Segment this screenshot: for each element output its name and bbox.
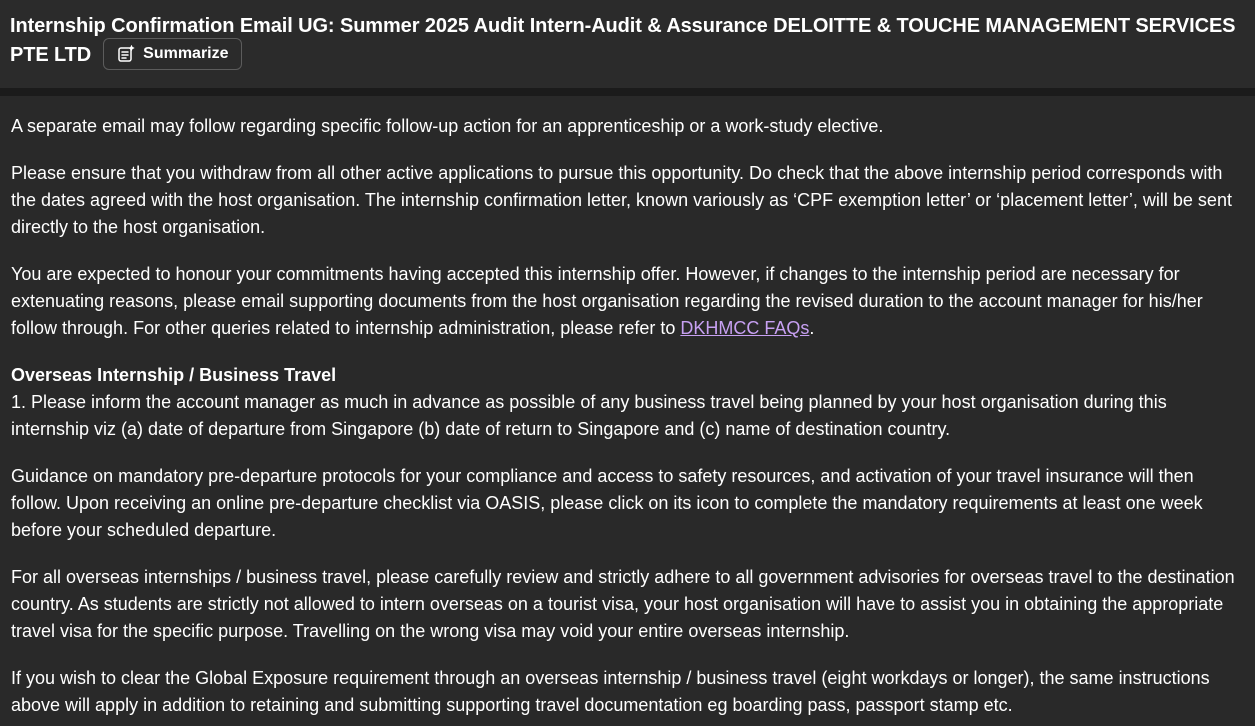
paragraph-commitments-end: . [809,318,815,338]
summarize-sparkle-icon [116,44,136,64]
email-subject-text: Internship Confirmation Email UG: Summer 2025 Audit Intern-Audit & Assurance DELOITTE & TOUCHE MANAGEMENT SERVICES PTE LTD [10,15,1236,66]
paragraph-overseas-inform [11,362,1245,443]
paragraph-commitments [11,261,1245,342]
paragraph-pre-departure: Guidance on mandatory pre-departure protocols for your compliance and access to safety resources, and activation of your travel insurance will then follow. Upon receiving an online pre-departure checklist via OASIS, please click on its icon to complete the mandatory requirements at least one week before your scheduled departure. [11,466,1203,540]
email-body [0,96,1255,726]
paragraph-visa-advisory: For all overseas internships / business travel, please carefully review and strictly adhere to all government advisories for overseas travel to the destination country. As students are strictly not allowed to intern overseas on a tourist visa, your host organisation will have to assist you in obtaining the appropriate travel visa for the specific purpose. Travelling on the wrong visa may void your entire overseas internship. [11,567,1235,641]
section-heading-overseas: Overseas Internship / Business Travel [11,365,337,385]
paragraph-global-exposure: If you wish to clear the Global Exposure requirement through an overseas internship / business travel (eight workdays or longer), the same instructions above will apply in addition to retaining and submitting supporting travel documentation eg boarding pass, passport stamp etc. [11,668,1210,715]
paragraph-commitments-text: You are expected to honour your commitments having accepted this internship offer. However, if changes to the internship period are necessary for extenuating reasons, please email supporting documents from the host organisation regarding the revised duration to the account manager for his/her follow through. For other queries related to internship administration, please refer to [11,264,1203,338]
summarize-button[interactable] [103,38,241,70]
email-subject [10,12,1245,70]
paragraph-overseas-inform-text: 1. Please inform the account manager as much in advance as possible of any business travel being planned by your host organisation during this internship viz (a) date of departure from Singapore (b) date of return to Singapore and (c) name of destination country. [11,392,1167,439]
paragraph-follow-up: A separate email may follow regarding specific follow-up action for an apprenticeship or a work-study elective. [11,116,884,136]
email-header [0,0,1255,88]
faq-link[interactable]: DKHMCC FAQs [680,318,810,338]
summarize-label: Summarize [143,45,229,63]
header-divider [0,88,1255,96]
paragraph-withdraw-applications: Please ensure that you withdraw from all other active applications to pursue this opportunity. Do check that the above internship period corresponds with the dates agreed with the host organisation. The internship confirmation letter, known variously as ‘CPF exemption letter’ or ‘placement letter’, will be sent directly to the host organisation. [11,163,1232,237]
